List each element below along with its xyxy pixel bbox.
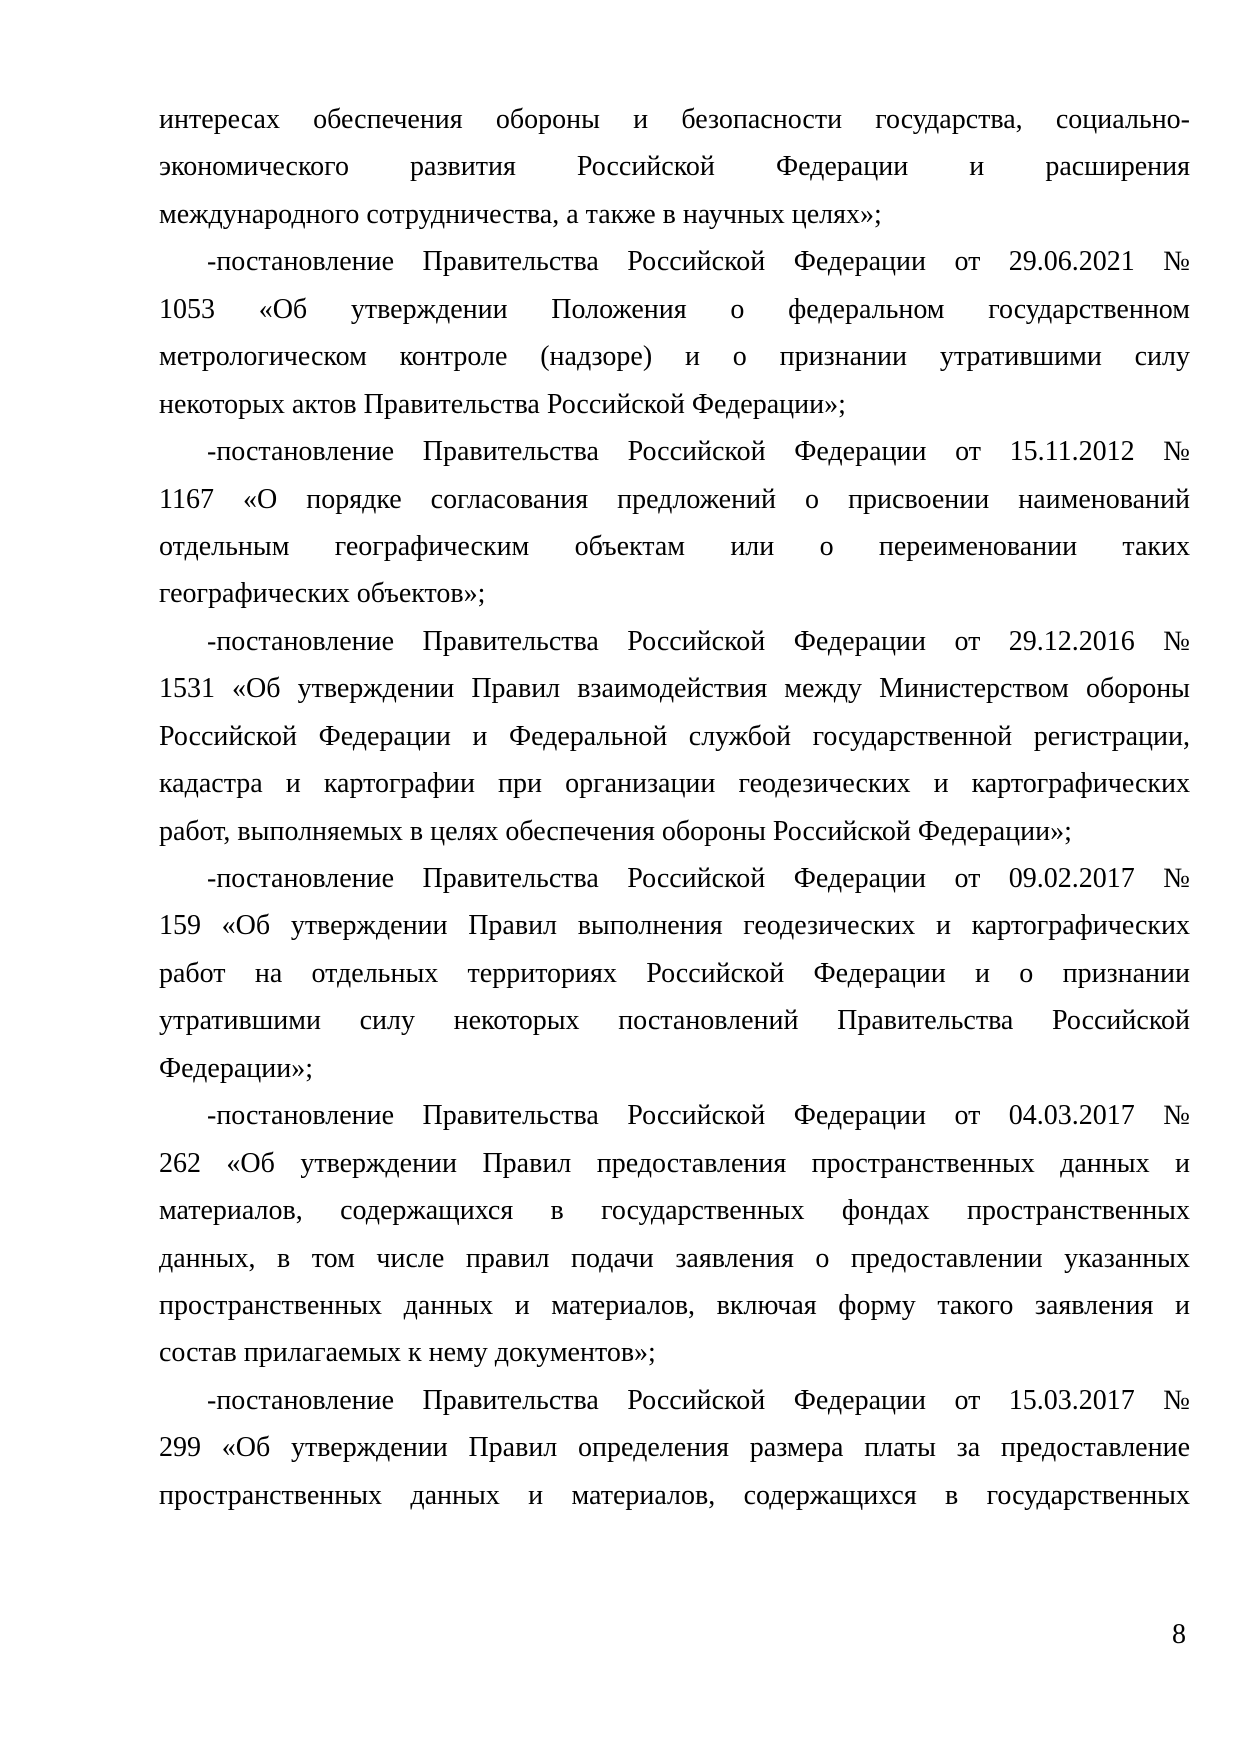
text-line: Российской Федерации и Федеральной службой государственной регистрации,: [159, 720, 1190, 752]
text-line: кадастра и картографии при организации геодезических и картографических: [159, 768, 1190, 800]
text-line: -постановление Правительства Российской Федерации от 09.02.2017 №: [207, 863, 1190, 894]
text-line: 1531 «Об утверждении Правил взаимодействия между Министерством обороны: [159, 673, 1190, 705]
paragraph: [159, 618, 1190, 855]
text-line: интересах обеспечения обороны и безопасности государства, социально-: [159, 104, 1190, 135]
text-line: пространственных данных и материалов, содержащихся в государственных: [159, 1479, 1190, 1511]
paragraph: [159, 1377, 1190, 1519]
text-line: 1053 «Об утверждении Положения о федеральном государственном: [159, 293, 1190, 325]
text-line: метрологическом контроле (надзоре) и о признании утратившими силу: [159, 341, 1190, 373]
text-line: -постановление Правительства Российской Федерации от 15.03.2017 №: [207, 1384, 1190, 1416]
paragraph: [159, 1092, 1190, 1377]
text-line: -постановление Правительства Российской Федерации от 29.12.2016 №: [207, 625, 1190, 657]
text-line: международного сотрудничества, а также в научных целях»;: [159, 198, 882, 230]
text-line: Федерации»;: [159, 1052, 314, 1084]
paragraph: [159, 238, 1190, 428]
text-line: отдельным географическим объектам или о переименовании таких: [159, 530, 1190, 562]
text-line: 299 «Об утверждении Правил определения размера платы за предоставление: [159, 1432, 1190, 1464]
paragraph: [159, 96, 1190, 238]
text-line: материалов, содержащихся в государственных фондах пространственных: [159, 1195, 1190, 1227]
text-line: -постановление Правительства Российской Федерации от 29.06.2021 №: [207, 246, 1190, 278]
text-line: -постановление Правительства Российской Федерации от 04.03.2017 №: [207, 1100, 1190, 1132]
page-number: 8: [1172, 1619, 1186, 1650]
text-line: некоторых актов Правительства Российской Федерации»;: [159, 388, 846, 420]
document-body: [159, 96, 1190, 1519]
text-line: пространственных данных и материалов, включая форму такого заявления и: [159, 1289, 1190, 1321]
text-line: -постановление Правительства Российской Федерации от 15.11.2012 №: [207, 436, 1190, 468]
text-line: 159 «Об утверждении Правил выполнения геодезических и картографических: [159, 910, 1190, 942]
text-line: состав прилагаемых к нему документов»;: [159, 1337, 656, 1369]
paragraph: [159, 428, 1190, 618]
text-line: работ на отдельных территориях Российской Федерации и о признании: [159, 957, 1190, 989]
text-line: 1167 «О порядке согласования предложений о присвоении наименований: [159, 483, 1190, 515]
text-line: географических объектов»;: [159, 578, 486, 610]
text-line: работ, выполняемых в целях обеспечения обороны Российской Федерации»;: [159, 815, 1072, 847]
text-line: данных, в том числе правил подачи заявления о предоставлении указанных: [159, 1242, 1190, 1274]
paragraph: [159, 855, 1190, 1092]
text-line: утратившими силу некоторых постановлений Правительства Российской: [159, 1005, 1190, 1037]
text-line: экономического развития Российской Федерации и расширения: [159, 151, 1190, 183]
text-line: 262 «Об утверждении Правил предоставления пространственных данных и: [159, 1147, 1190, 1179]
